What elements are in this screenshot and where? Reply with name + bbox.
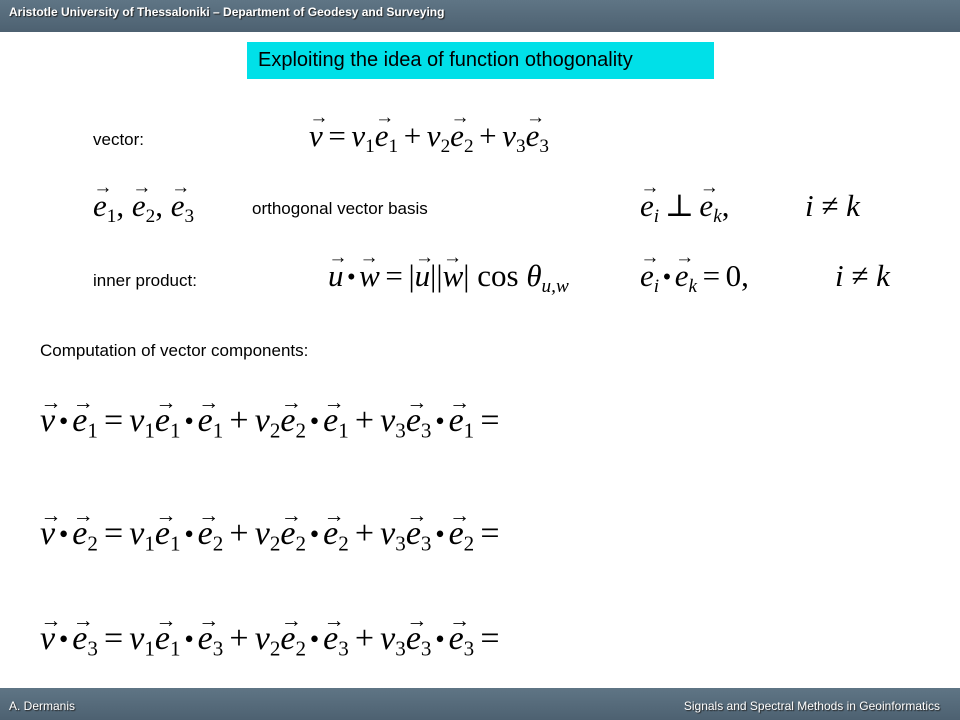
- label-vector: vector:: [93, 130, 145, 149]
- label-orthogonal-basis: orthogonal vector basis: [252, 199, 428, 218]
- formula-component-2: → v •→ $e_2 = v_1\to e_1$ •→ $e_2 + v_2\to e_2$ •→ $e_2 + v_3\to e_3$ •→ $e_2$ =: [40, 515, 506, 556]
- label-inner-product: inner product:: [93, 271, 197, 290]
- header-bar: [0, 0, 960, 32]
- header-institution: Aristotle University of Thessaloniki – Department of Geodesy and Surveying: [9, 5, 445, 19]
- slide-title: Exploiting the idea of function othogonality: [258, 49, 633, 71]
- formula-i-neq-k-1: i ≠ k: [805, 188, 860, 223]
- formula-component-3: → v •→ $e_3 = v_1\to e_1$ •→ $e_3 + v_2\to e_2$ •→ $e_3 + v_3\to e_3$ •→ $e_3$ =: [40, 620, 506, 661]
- formula-i-neq-k-2: i ≠ k: [835, 258, 890, 293]
- footer-bar: [0, 688, 960, 720]
- footer-course: Signals and Spectral Methods in Geoinformatics: [683, 699, 940, 713]
- formula-basis-vectors: → $e_1$, → $e_2$, → $e_3$: [93, 188, 194, 228]
- formula-inner-product: → u •→ w = |→ u||→ w| $\cos \theta_{u,w}$: [328, 258, 569, 298]
- formula-component-1: → v •→ $e_1 = v_1\to e_1$ •→ $e_1 + v_2\to e_2$ •→ $e_1 + v_3\to e_3$ •→ $e_1$ =: [40, 402, 506, 443]
- slide-title-box: [247, 42, 714, 79]
- footer-author: A. Dermanis: [9, 699, 76, 713]
- formula-basis-inner-product: → $e_i$ •→ $e_k = 0$,: [640, 258, 749, 298]
- formula-orthogonality: → $e_i$ ⊥→ $e_k$,: [640, 188, 729, 228]
- formula-vector-expansion: → $v = v_1\to e_1 + v_2\to e_2 + v_3\to e_3$: [309, 118, 549, 158]
- label-computation: Computation of vector components:: [40, 341, 309, 360]
